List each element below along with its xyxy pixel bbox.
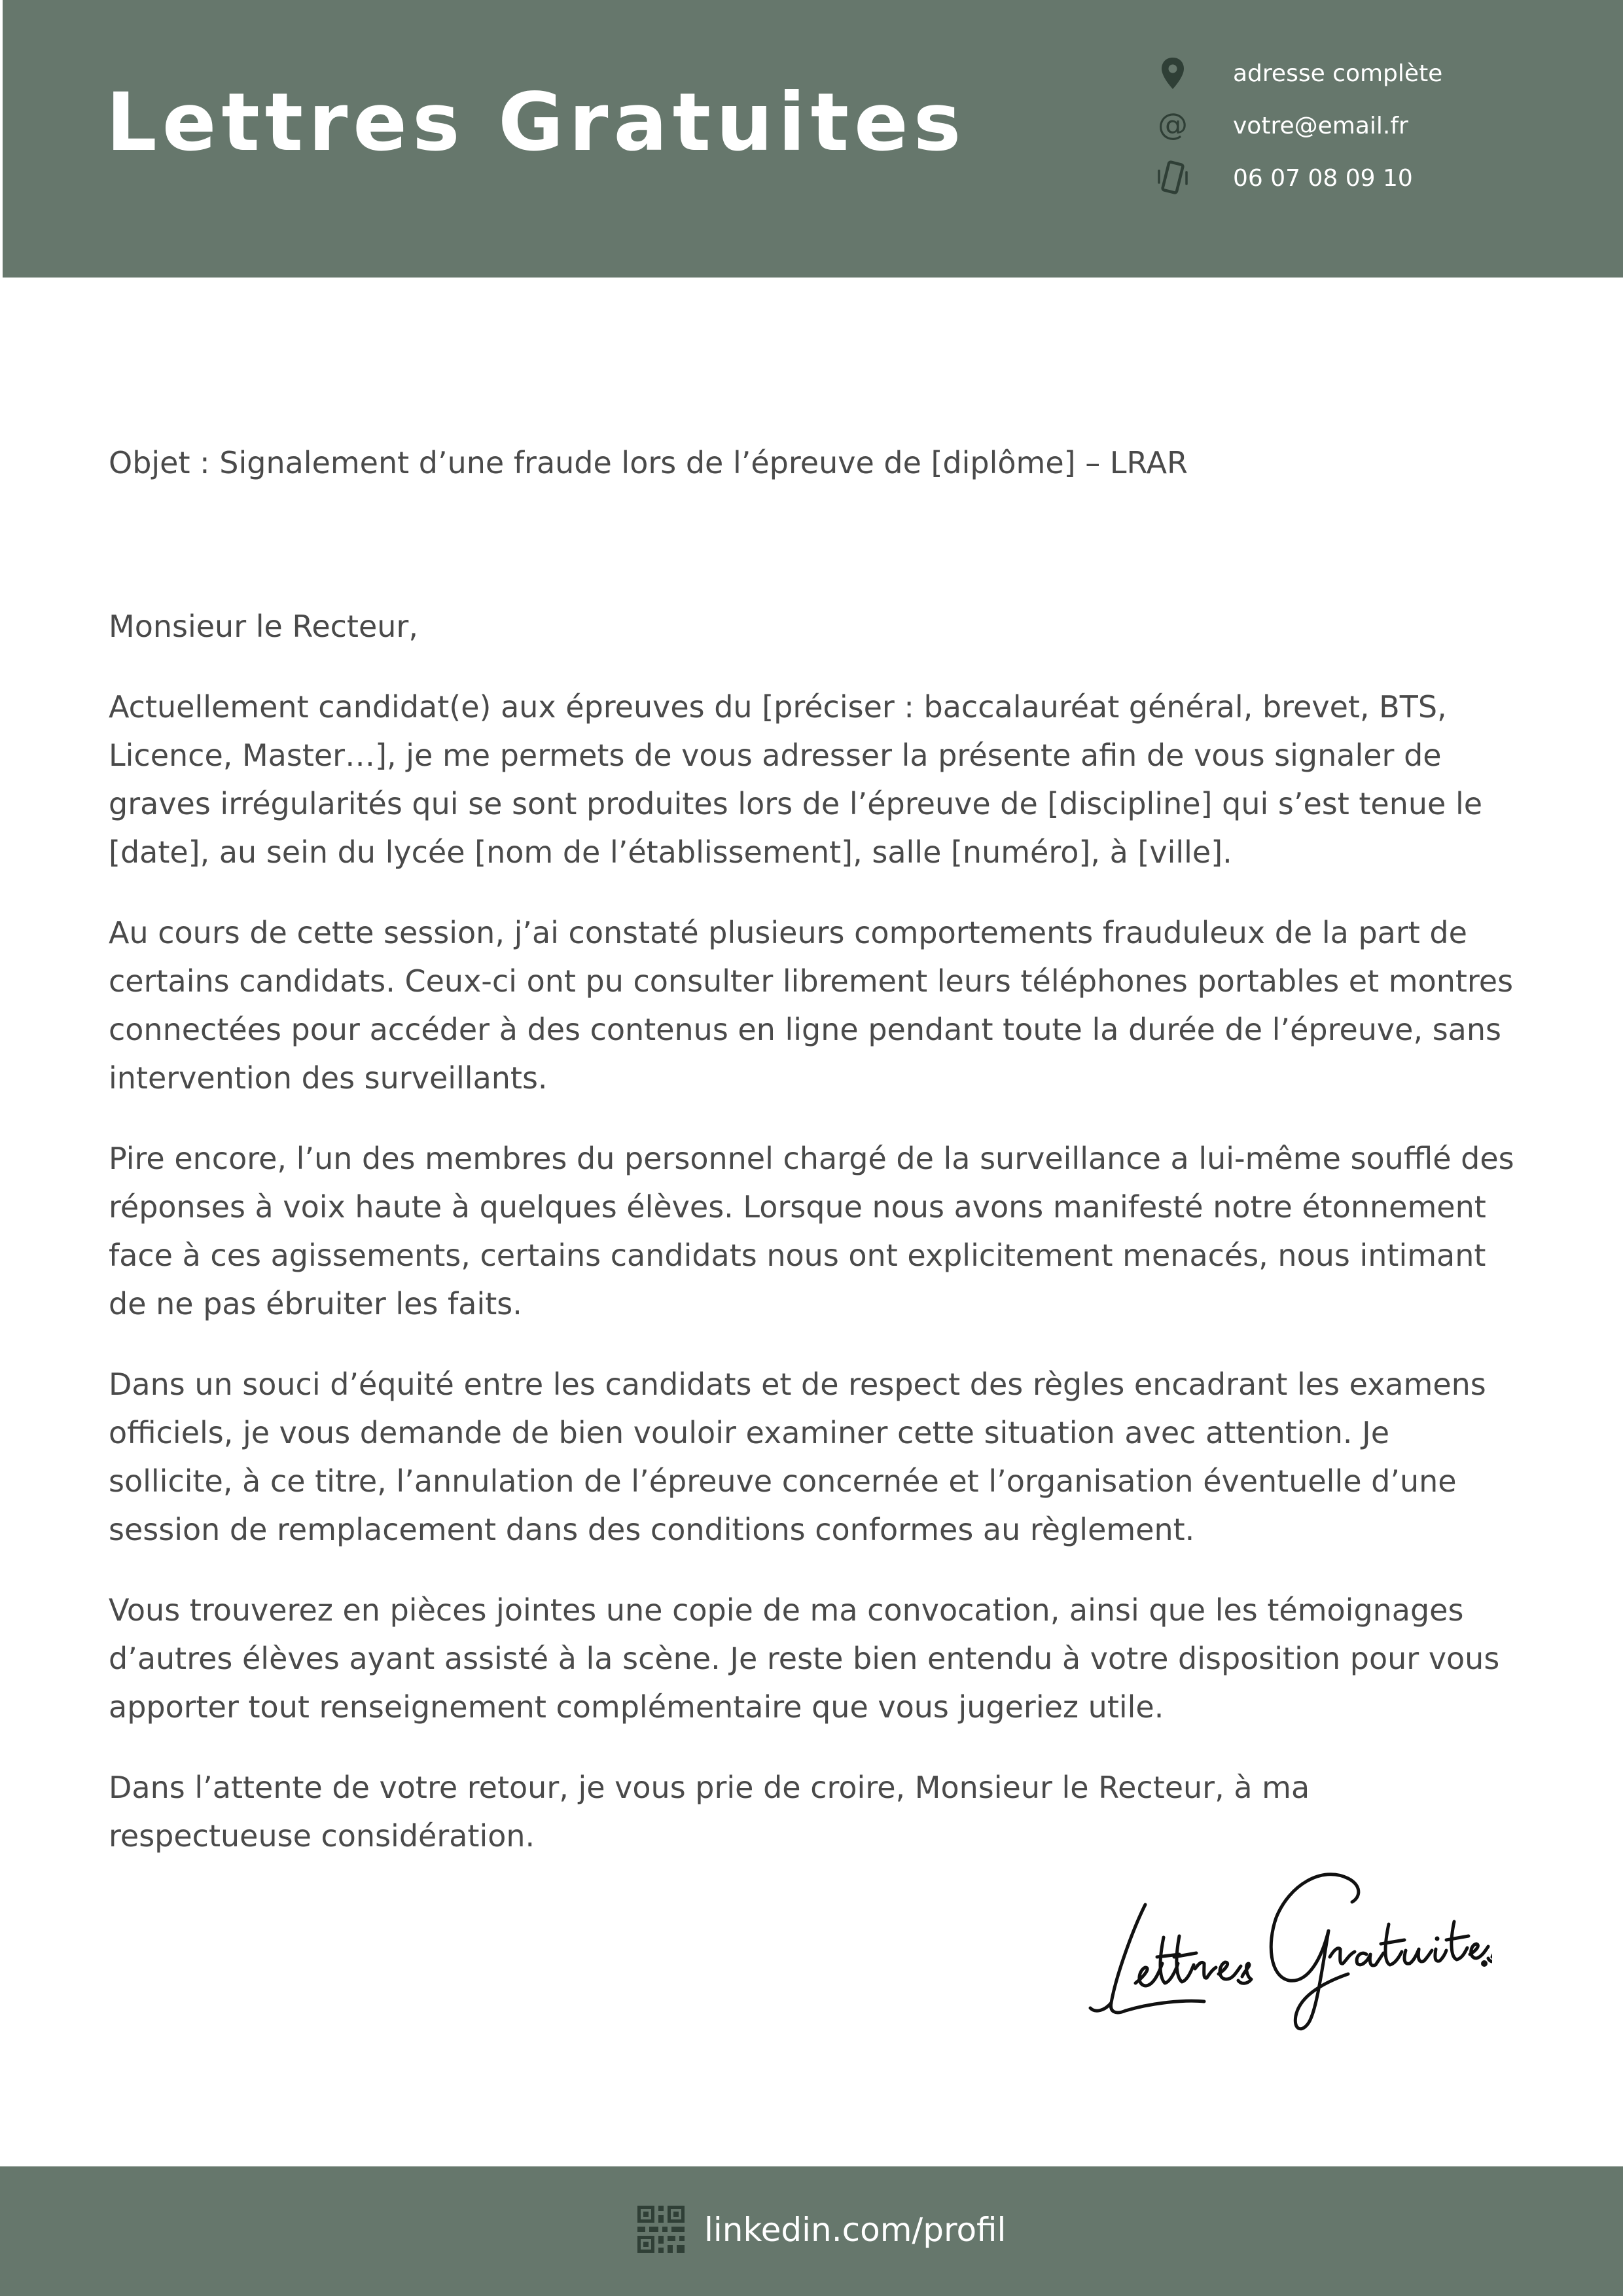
letter-paragraph: Au cours de cette session, j’ai constaté plusieurs comportements frauduleux de la part de certains candidats. Ceux-ci ont pu consulter librement leurs téléphones portables et montres connectées pour accéder à des contenus en ligne pendant toute la durée de l’épreuve, sans intervention des surveillants. (109, 915, 1514, 1096)
svg-text:@: @ (1158, 110, 1188, 142)
phone-icon (1153, 159, 1192, 198)
letter-paragraph: Actuellement candidat(e) aux épreuves du [préciser : baccalauréat général, brevet, BTS, Licence, Master…], je me permets de vous adresser la présente afin de vous signaler de graves irrégularités qui se sont produites lors de l’épreuve de [discipline] qui s’est tenue le [date], au sein du lycée [nom de l’établissement], salle [numéro], à [ville]. (109, 689, 1483, 870)
handwritten-signature (1073, 1859, 1492, 2049)
email-text: votre@email.fr (1233, 113, 1408, 139)
footer-band (0, 2166, 1623, 2296)
letter-object: Objet : Signalement d’une fraude lors de l’épreuve de [diplôme] – LRAR (109, 445, 1188, 480)
brand-title: Lettres Gratuites (106, 76, 967, 169)
location-pin-icon (1153, 54, 1192, 93)
letter-paragraph: Pire encore, l’un des membres du personnel chargé de la surveillance a lui-même soufflé des réponses à voix haute à quelques élèves. Lorsque nous avons manifesté notre étonnement face à ces agissements, certains candidats nous ont explicitement menacés, nous intimant de ne pas ébruiter les faits. (109, 1141, 1514, 1321)
qr-code-icon (637, 2206, 685, 2253)
letter-paragraph: Vous trouverez en pièces jointes une copie de ma convocation, ainsi que les témoignages d’autres élèves ayant assisté à la scène. Je reste bien entendu à votre disposition pour vous apporter tout renseignement complémentaire que vous jugeriez utile. (109, 1592, 1500, 1725)
address-text: adresse complète (1233, 60, 1443, 87)
letter-body (109, 602, 1516, 1892)
letter-paragraph: Dans un souci d’équité entre les candidats et de respect des règles encadrant les examens officiels, je vous demande de bien vouloir examiner cette situation avec attention. Je sollicite, à ce titre, l’annulation de l’épreuve concernée et l’organisation éventuelle d’une session de remplacement dans des conditions conformes au règlement. (109, 1367, 1486, 1547)
letter-salutation: Monsieur le Recteur, (109, 609, 418, 644)
linkedin-link[interactable]: linkedin.com/profil (704, 2211, 1007, 2249)
at-sign-icon (1153, 107, 1192, 146)
header-band (3, 0, 1623, 278)
phone-text: 06 07 08 09 10 (1233, 165, 1413, 192)
letter-paragraph: Dans l’attente de votre retour, je vous prie de croire, Monsieur le Recteur, à ma respectueuse considération. (109, 1770, 1310, 1854)
